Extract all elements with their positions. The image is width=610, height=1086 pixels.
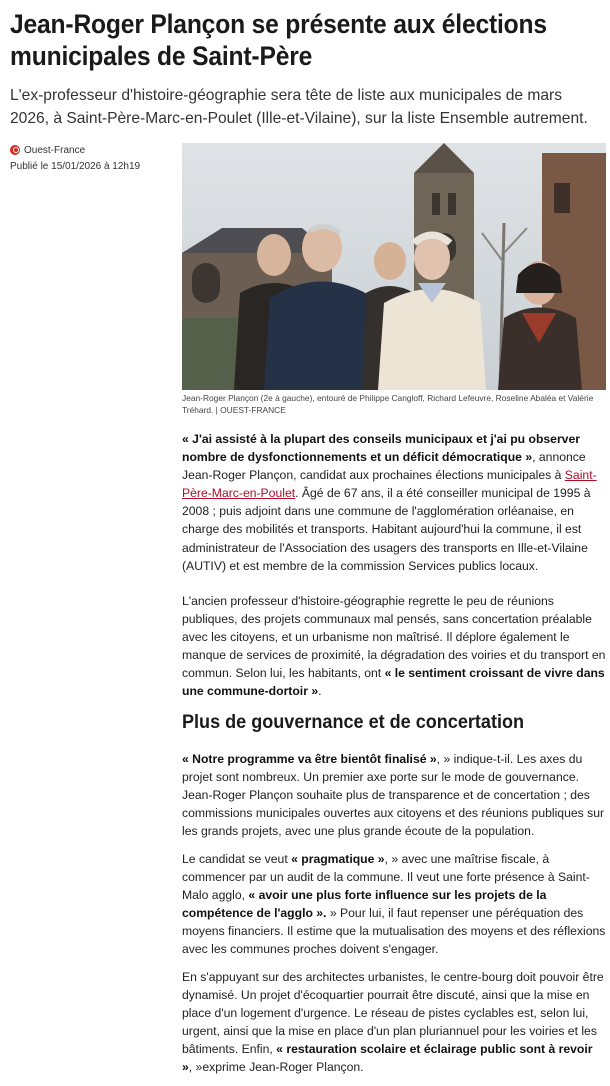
article-lead: L'ex-professeur d'histoire-géographie sera tête de liste aux municipales de mars 2026, à Saint-Père-Marc-en-Poulet (Ille-et-Vilaine), sur la liste Ensemble autrement. <box>10 87 588 127</box>
paragraph-1 <box>182 430 606 575</box>
article-meta <box>10 143 140 175</box>
paragraph-1-text-b: . Âgé de 67 ans, il a été conseiller municipal de 1995 à 2008 ; puis adjoint dans une commune de l'agglomération orléanaise, en charge des mobilités et transports. Habitant aujourd'hui la commune, il est administrateur de l'Association des usagers des transports en Ille-et-Vilaine (AUTIV) et est membre de la commission Services publics locaux. <box>182 486 591 573</box>
paragraph-4 <box>182 850 606 959</box>
article-title: Jean-Roger Plançon se présente aux élections municipales de Saint-Père <box>10 9 547 71</box>
paragraph-5 <box>182 968 606 1077</box>
commune-link[interactable]: Saint-Père-Marc-en-Poulet <box>182 468 597 501</box>
paragraph-5-text: En s'appuyant sur des architectes urbanistes, le centre-bourg doit pouvoir être dynamisé. Un projet d'écoquartier pourrait être discuté, ainsi que la mise en place d'un logement d'urgence. Le réseau de pistes cyclables est, selon lui, urgent, ainsi que la mise en place d'un plan pluriannuel pour les voiries et les bâtiments. Enfin, <box>182 970 604 1057</box>
photo-caption: Jean-Roger Plançon (2e à gauche), entouré de Philippe Cangloff, Richard Lefeuvre, Roseline Abaléa et Valérie Tréhard. | OUEST-FRANCE <box>182 393 594 415</box>
section-heading: Plus de gouvernance et de concertation <box>182 712 525 733</box>
source-line[interactable] <box>10 143 140 157</box>
paragraph-4-text-c: » Pour lui, il faut repenser une péréquation des moyens financiers. Il estime que la mutualisation des moyens et des réflexions avec les communes proches doivent s'engager. <box>182 906 606 957</box>
article-photo[interactable] <box>182 143 606 390</box>
paragraph-1-text-a: , annonce Jean-Roger Plançon, candidat aux prochaines élections municipales à <box>182 450 586 483</box>
group-photo-illustration <box>182 143 606 390</box>
quote-1: « J'ai assisté à la plupart des conseils municipaux et j'ai pu observer nombre de dysfonctionnements et un déficit démocratique » <box>182 432 580 465</box>
paragraph-2-text: L'ancien professeur d'histoire-géographie regrette le peu de réunions publiques, des projets communaux mal pensés, sans concertation préalable avec les citoyens, et un urbanisme non maîtrisé. Il déplore également le manque de services de proximité, la dégradation des voiries et du transport en commun. Selon lui, les habitants, ont <box>182 594 606 681</box>
paragraph-4-text-b: , » avec une maîtrise fiscale, à commencer par un audit de la commune. Il veut une forte présence à Saint-Malo agglo, <box>182 852 590 903</box>
quote-3: « Notre programme va être bientôt finalisé » <box>182 752 437 766</box>
source-name[interactable]: Ouest-France <box>24 144 86 156</box>
paragraph-4-text-a: Le candidat se veut <box>182 852 292 866</box>
paragraph-2-end: . <box>318 684 322 699</box>
quote-4a: « pragmatique » <box>291 852 385 866</box>
publish-date: Publié le 15/01/2026 à 12h19 <box>10 161 141 172</box>
quote-4b: « avoir une plus forte influence sur les projets de la compétence de l'agglo ». <box>182 888 547 921</box>
paragraph-3-text: , » indique-t-il. Les axes du projet sont nombreux. Un premier axe porte sur le mode de gouvernance. Jean-Roger Plançon souhaite plus de transparence et de concertation ; des commissions municipales ouvertes aux citoyens et des réunions publiques sur les grands projets, avec une plus grande écoute de la population. <box>182 752 605 839</box>
quote-5: « restauration scolaire et éclairage public sont à revoir » <box>182 1042 593 1075</box>
ouest-france-logo-icon <box>10 145 20 155</box>
paragraph-2 <box>182 592 606 701</box>
paragraph-3 <box>182 750 606 840</box>
quote-2: « le sentiment croissant de vivre dans une commune-dortoir » <box>182 666 605 699</box>
paragraph-5-end: , »exprime Jean-Roger Plançon. <box>188 1060 364 1075</box>
